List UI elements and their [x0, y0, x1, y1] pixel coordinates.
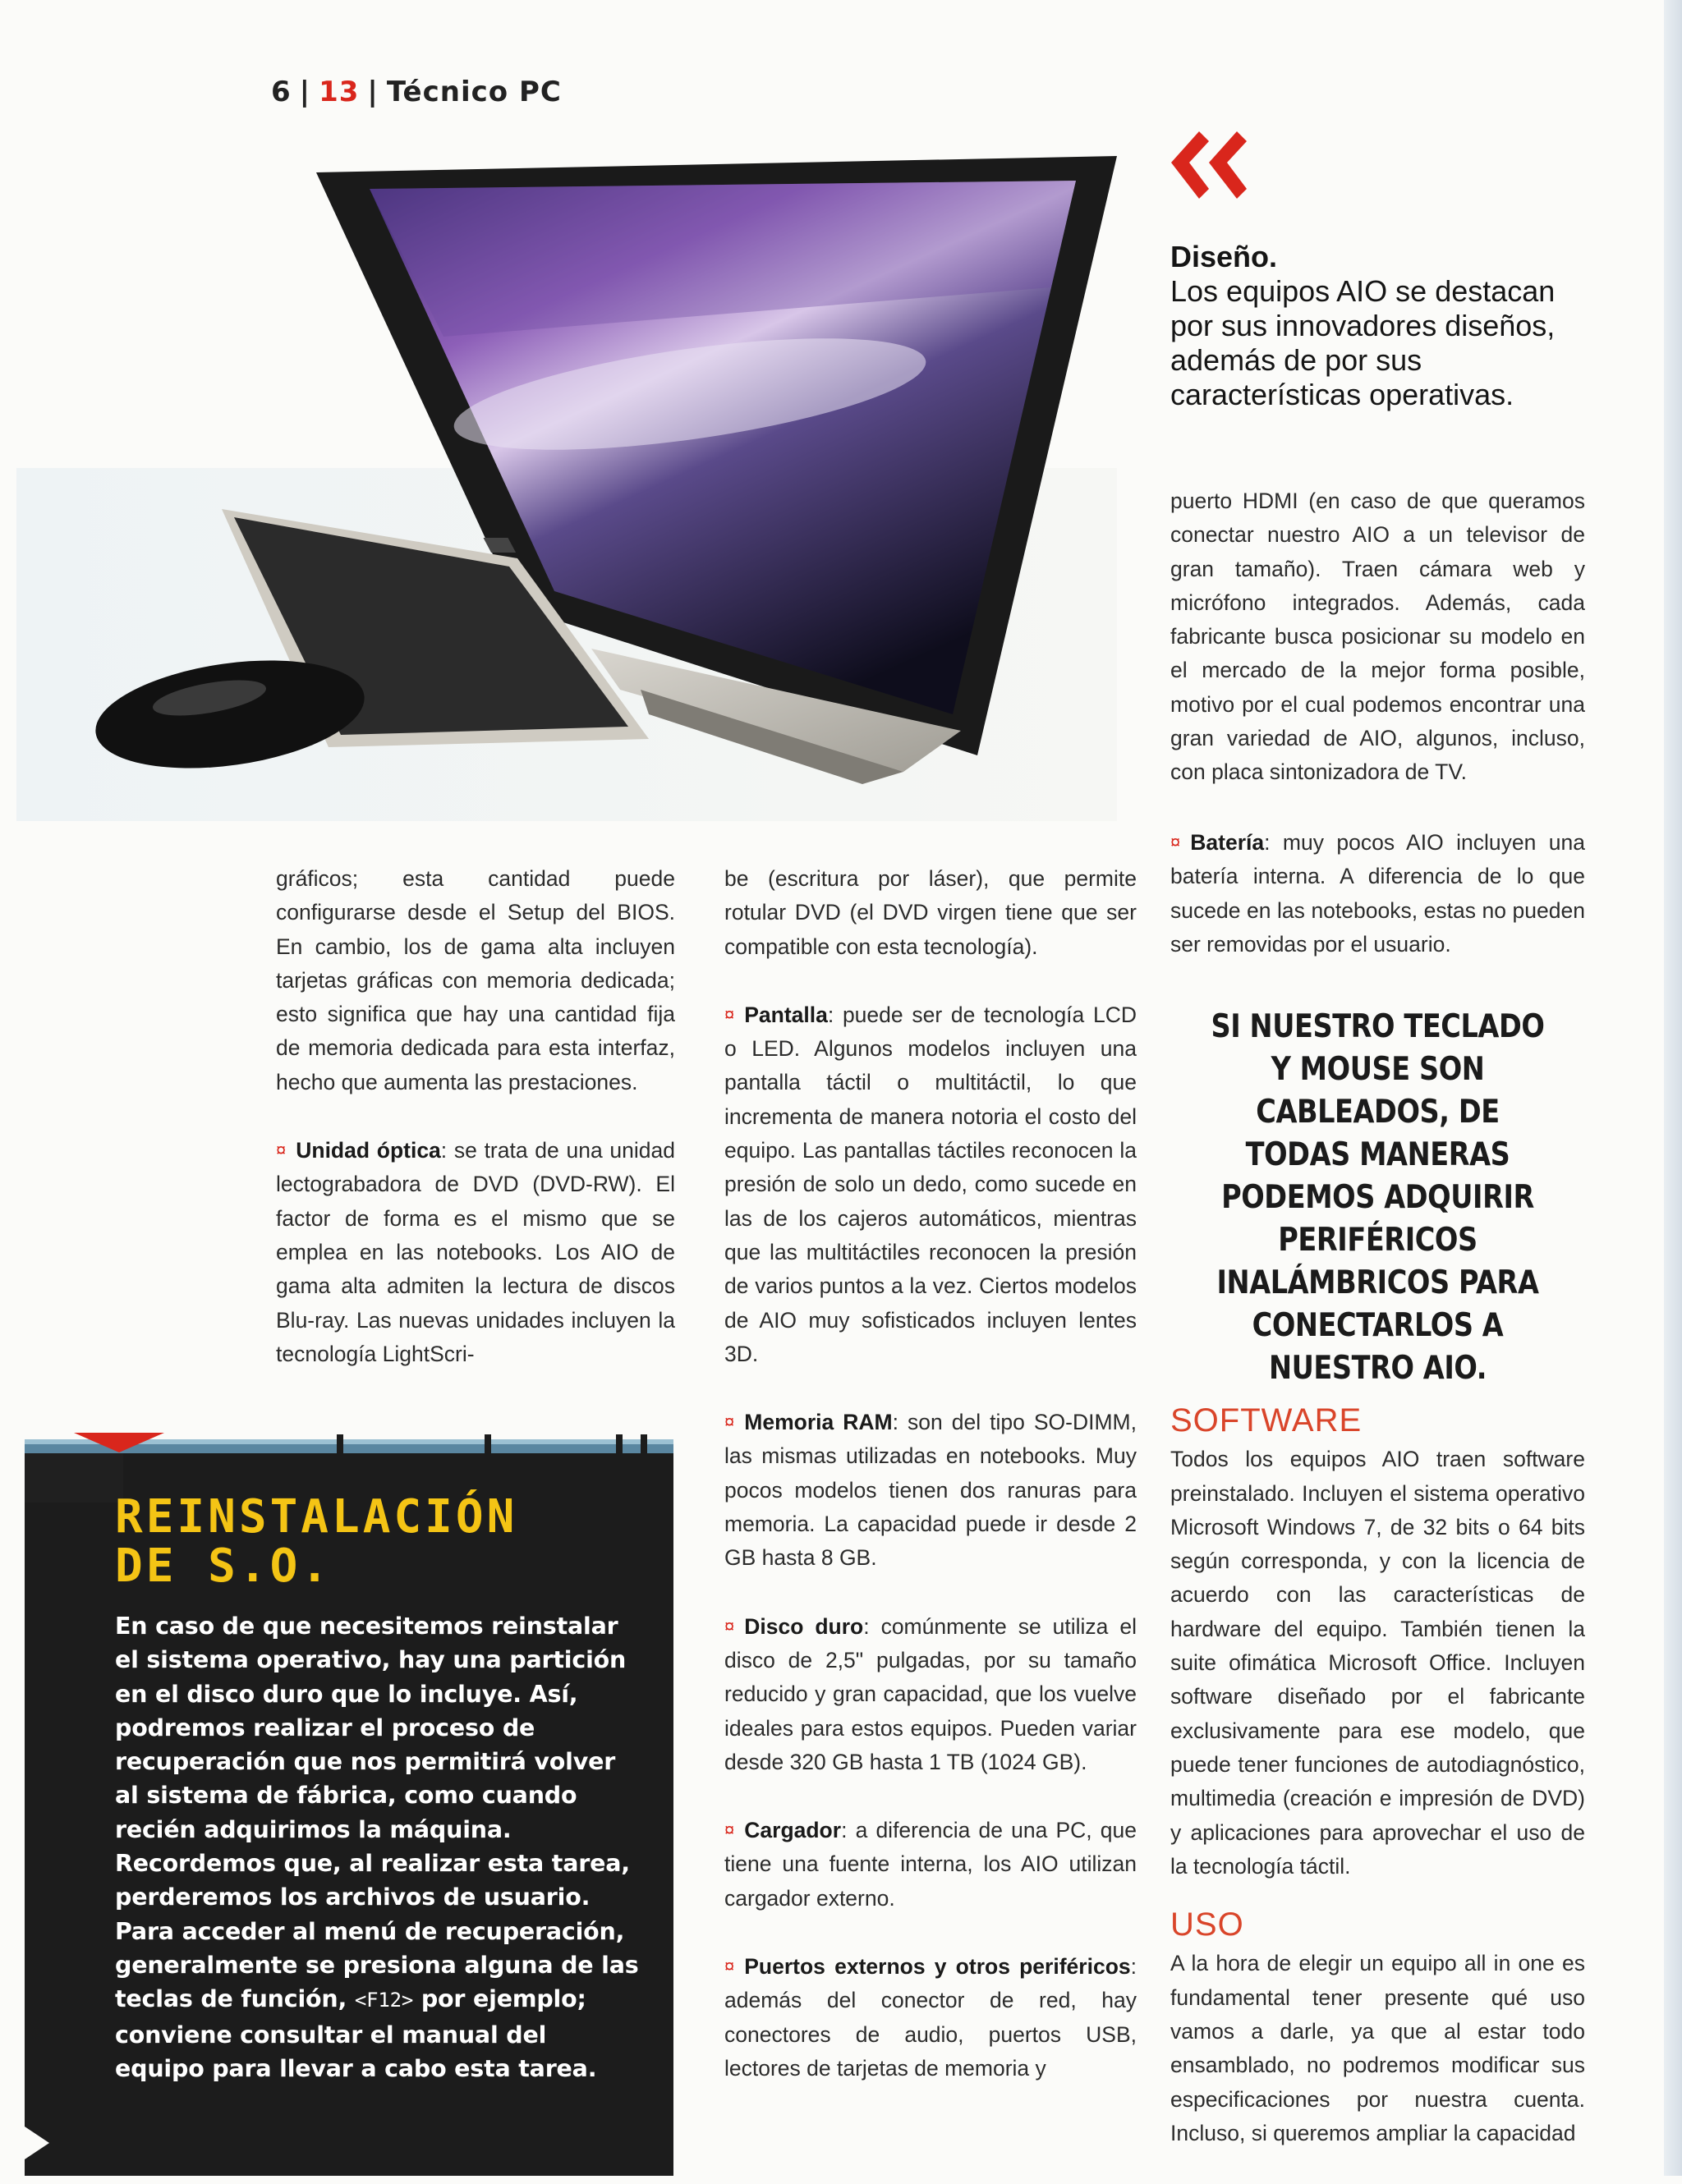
column-3-bottom — [1170, 1404, 1585, 2184]
reinstall-box-text: En caso de que necesitemos reinstalar el sistema operativo, hay una partición en el disco duro que lo incluye. Así, podremos realizar el proceso de recuperación que nos permitirá volver al sistema de fábrica, como cuando recién adquirimos la máquina. Recordemos que, al realizar esta tarea, perderemos los archivos de usuario. Para acceder al menú de recuperación, generalmente se presiona alguna de las teclas de función, <F12> por ejemplo; conviene consultar el manual del equipo para llevar a cabo esta tarea. — [115, 1613, 639, 2082]
bullet-icon: ¤ — [724, 1819, 735, 1841]
paragraph-optical-drive: ¤ Unidad óptica: se trata de una unidad lectograbadora de DVD (DVD-RW). El factor de forma es el mismo que se emplea en las notebooks. Los AIO de gama alta admiten la lectura de discos Blu-ray. Las nuevas unidades incluyen la tecnología LightScri- — [276, 1138, 675, 1366]
quote-text: Los equipos AIO se destacan por sus innovadores diseños, además de por sus características operativas. — [1170, 274, 1556, 411]
paragraph-battery: ¤ Batería: muy pocos AIO incluyen una batería interna. A diferencia de lo que sucede en las notebooks, estas no pueden ser removidas por el usuario. — [1170, 830, 1585, 957]
column-1 — [276, 862, 675, 1405]
paragraph-hdmi: puerto HDMI (en caso de que queramos conectar nuestro AIO a un televisor de gran tamaño). Traen cámara web y micrófono integrados. Además, cada fabricante busca posicionar su modelo en el mercado de la mejor forma posible, motivo por el cual podemos encontrar una gran variedad de AIO, algunos, incluso, con placa sintonizadora de TV. — [1170, 489, 1585, 785]
column-3-top — [1170, 484, 1585, 824]
quote-heading: Diseño. — [1170, 240, 1278, 273]
reinstall-box-title: REINSTALACIÓN DE S.O. — [115, 1490, 518, 1593]
bullet-icon: ¤ — [724, 1003, 735, 1025]
column-3-battery — [1170, 825, 1585, 995]
bullet-icon: ¤ — [724, 1615, 735, 1636]
bullet-icon: ¤ — [724, 1956, 735, 1977]
page-edge — [1664, 0, 1682, 2176]
paragraph-hard-disk: ¤ Disco duro: comúnmente se utiliza el disco de 2,5" pulgadas, por su tamaño reducido y gran capacidad, que los vuelve ideales para estos equipos. Pueden variar desde 320 GB hasta 1 TB (1024 GB). — [724, 1613, 1137, 1774]
paragraph-ports: ¤ Puertos externos y otros periféricos: además del conector de red, hay conectores de audio, puertos USB, lectores de tarjetas de memoria y — [724, 1954, 1137, 2081]
f12-key: <F12> — [354, 1989, 414, 2012]
page-number-b: 13 — [319, 76, 360, 108]
bullet-icon: ¤ — [724, 1411, 735, 1433]
quote-mark-icon — [1165, 123, 1255, 213]
pull-quote: SI NUESTRO TECLADO Y MOUSE SON CABLEADOS, DE TODAS MANERAS PODEMOS ADQUIRIR PERIFÉRICOS INALÁMBRICOS PARA CONECTARLOS A NUESTRO AIO. — [1211, 1008, 1545, 1387]
paragraph-uso: A la hora de elegir un equipo all in one es fundamental tener presente qué uso vamos a darle, ya que al estar todo ensamblado, no podremos modificar sus especificaciones por nuestra cuenta. Incluso, si queremos ampliar la capacidad — [1170, 1951, 1585, 2145]
column-2 — [724, 862, 1137, 2119]
design-quote — [1170, 240, 1597, 412]
box-top-strip — [25, 1433, 673, 1454]
software-heading: SOFTWARE — [1170, 1402, 1363, 1438]
page-header: 6 | 13 | Técnico PC — [271, 76, 562, 108]
paragraph-graphics: gráficos; esta cantidad puede configurarse desde el Setup del BIOS. En cambio, los de gama alta incluyen tarjetas gráficas con memoria dedicada; esto significa que hay una cantidad fija de memoria dedicada para esta interfaz, hecho que aumenta las prestaciones. — [276, 866, 675, 1094]
paragraph-software: Todos los equipos AIO traen software preinstalado. Incluyen el sistema operativo Microsoft Windows 7, de 32 bits o 64 bits según corresponda, y con la licencia de acuerdo con las características de hardware del equipo. También tienen la suite ofimática Microsoft Office. Incluyen software diseñado por el fabricante exclusivamente para ese modelo, que puede tener funciones de autodiagnóstico, multimedia (creación e impresión de DVD) y aplicaciones para aprovechar el uso de la tecnología táctil. — [1170, 1447, 1585, 1879]
uso-heading: USO — [1170, 1906, 1244, 1943]
aio-computer-illustration — [16, 123, 1117, 821]
paragraph-charger: ¤ Cargador: a diferencia de una PC, que tiene una fuente interna, los AIO utilizan cargador externo. — [724, 1818, 1137, 1911]
paragraph-screen: ¤ Pantalla: puede ser de tecnología LCD o LED. Algunos modelos incluyen una pantalla táctil o multitáctil, lo que incrementa de manera notoria el costo del equipo. Las pantallas táctiles reconocen la presión de solo un dedo, como sucede en las de los cajeros automáticos, mientras que las multitáctiles reconocen la presión de varios puntos a la vez. Ciertos modelos de AIO muy sofisticados incluyen lentes 3D. — [724, 1002, 1137, 1366]
bullet-icon: ¤ — [1170, 832, 1181, 852]
paragraph-lightscribe: be (escritura por láser), que permite rotular DVD (el DVD virgen tiene que ser compatible con esta tecnología). — [724, 866, 1137, 959]
bullet-icon: ¤ — [276, 1140, 287, 1161]
paragraph-ram: ¤ Memoria RAM: son del tipo SO-DIMM, las mismas utilizadas en notebooks. Muy pocos modelos tienen dos ranuras para memoria. La capacidad puede ir desde 2 GB hasta 8 GB. — [724, 1410, 1137, 1571]
section-name: Técnico PC — [386, 76, 562, 108]
page-number-a: 6 — [271, 76, 292, 108]
